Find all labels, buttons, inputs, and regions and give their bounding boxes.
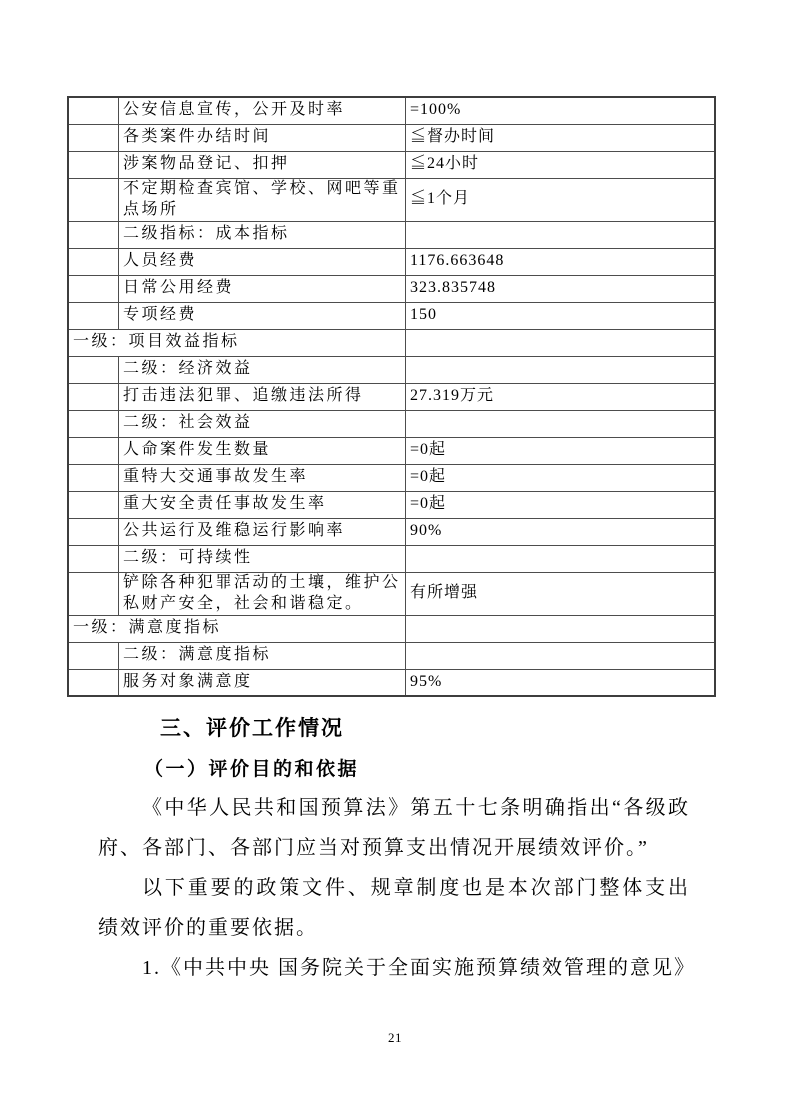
value-cell: ≦1个月 xyxy=(406,178,716,221)
indicator-cell: 各类案件办结时间 xyxy=(119,124,406,151)
value-cell: 27.319万元 xyxy=(406,383,716,410)
value-cell xyxy=(406,356,716,383)
table-row xyxy=(68,221,715,248)
table-row xyxy=(68,410,715,437)
value-cell: 95% xyxy=(406,669,716,696)
value-cell xyxy=(406,329,716,356)
level-cell xyxy=(68,545,119,572)
table-row xyxy=(68,615,715,642)
table-row xyxy=(68,329,715,356)
paragraph: 《中华人民共和国预算法》第五十七条明确指出“各级政府、各部门、各部门应当对预算支出情况开展绩效评价。” xyxy=(98,797,690,859)
table-row xyxy=(68,124,715,151)
value-cell: 1176.663648 xyxy=(406,248,716,275)
level-cell xyxy=(68,248,119,275)
indicator-cell: 一级：项目效益指标 xyxy=(68,329,406,356)
value-cell: 有所增强 xyxy=(406,572,716,615)
level-cell xyxy=(68,221,119,248)
level-cell xyxy=(68,356,119,383)
value-cell: =0起 xyxy=(406,464,716,491)
table-row xyxy=(68,669,715,696)
value-cell: 150 xyxy=(406,302,716,329)
table-row xyxy=(68,518,715,545)
level-cell xyxy=(68,124,119,151)
table-row xyxy=(68,275,715,302)
page-number: 21 xyxy=(388,1030,402,1045)
indicator-table xyxy=(67,96,716,697)
indicator-cell: 二级：满意度指标 xyxy=(119,642,406,669)
level-cell xyxy=(68,669,119,696)
section-heading: 三、评价工作情况 xyxy=(160,717,344,740)
table-row xyxy=(68,356,715,383)
paragraph: 1.《中共中央 国务院关于全面实施预算绩效管理的意见》 xyxy=(142,957,696,979)
level-cell xyxy=(68,302,119,329)
indicator-cell: 公共运行及维稳运行影响率 xyxy=(119,518,406,545)
indicator-table-body xyxy=(68,97,715,696)
table-row xyxy=(68,464,715,491)
indicator-cell: 打击违法犯罪、追缴违法所得 xyxy=(119,383,406,410)
level-cell xyxy=(68,410,119,437)
body-text xyxy=(98,788,696,988)
paragraph: 以下重要的政策文件、规章制度也是本次部门整体支出绩效评价的重要依据。 xyxy=(98,877,690,939)
indicator-cell: 人命案件发生数量 xyxy=(119,437,406,464)
value-cell: =0起 xyxy=(406,437,716,464)
table-row xyxy=(68,545,715,572)
value-cell: ≦督办时间 xyxy=(406,124,716,151)
indicator-cell: 服务对象满意度 xyxy=(119,669,406,696)
level-cell xyxy=(68,151,119,178)
table-row xyxy=(68,97,715,124)
indicator-cell: 公安信息宣传，公开及时率 xyxy=(119,97,406,124)
indicator-cell: 重大安全责任事故发生率 xyxy=(119,491,406,518)
table-row xyxy=(68,151,715,178)
value-cell xyxy=(406,615,716,642)
indicator-cell: 涉案物品登记、扣押 xyxy=(119,151,406,178)
indicator-cell: 二级指标：成本指标 xyxy=(119,221,406,248)
value-cell: ≦24小时 xyxy=(406,151,716,178)
indicator-cell: 二级：经济效益 xyxy=(119,356,406,383)
indicator-cell: 一级：满意度指标 xyxy=(68,615,406,642)
level-cell xyxy=(68,491,119,518)
indicator-cell: 铲除各种犯罪活动的土壤，维护公私财产安全，社会和谐稳定。 xyxy=(119,572,406,615)
value-cell xyxy=(406,221,716,248)
indicator-cell: 日常公用经费 xyxy=(119,275,406,302)
indicator-cell: 二级：社会效益 xyxy=(119,410,406,437)
table-row xyxy=(68,302,715,329)
level-cell xyxy=(68,642,119,669)
value-cell xyxy=(406,642,716,669)
level-cell xyxy=(68,383,119,410)
value-cell xyxy=(406,410,716,437)
table-row xyxy=(68,642,715,669)
table-row xyxy=(68,491,715,518)
table-row xyxy=(68,383,715,410)
subsection-heading: （一）评价目的和依据 xyxy=(144,759,360,780)
indicator-cell: 二级：可持续性 xyxy=(119,545,406,572)
value-cell xyxy=(406,545,716,572)
indicator-cell: 不定期检查宾馆、学校、网吧等重点场所 xyxy=(119,178,406,221)
indicator-cell: 专项经费 xyxy=(119,302,406,329)
value-cell: 323.835748 xyxy=(406,275,716,302)
level-cell xyxy=(68,572,119,615)
table-row xyxy=(68,248,715,275)
indicator-cell: 人员经费 xyxy=(119,248,406,275)
table-row xyxy=(68,437,715,464)
indicator-cell: 重特大交通事故发生率 xyxy=(119,464,406,491)
level-cell xyxy=(68,464,119,491)
table-row xyxy=(68,178,715,221)
level-cell xyxy=(68,97,119,124)
value-cell: 90% xyxy=(406,518,716,545)
level-cell xyxy=(68,437,119,464)
value-cell: =0起 xyxy=(406,491,716,518)
level-cell xyxy=(68,275,119,302)
level-cell xyxy=(68,178,119,221)
level-cell xyxy=(68,518,119,545)
value-cell: =100% xyxy=(406,97,716,124)
table-row xyxy=(68,572,715,615)
